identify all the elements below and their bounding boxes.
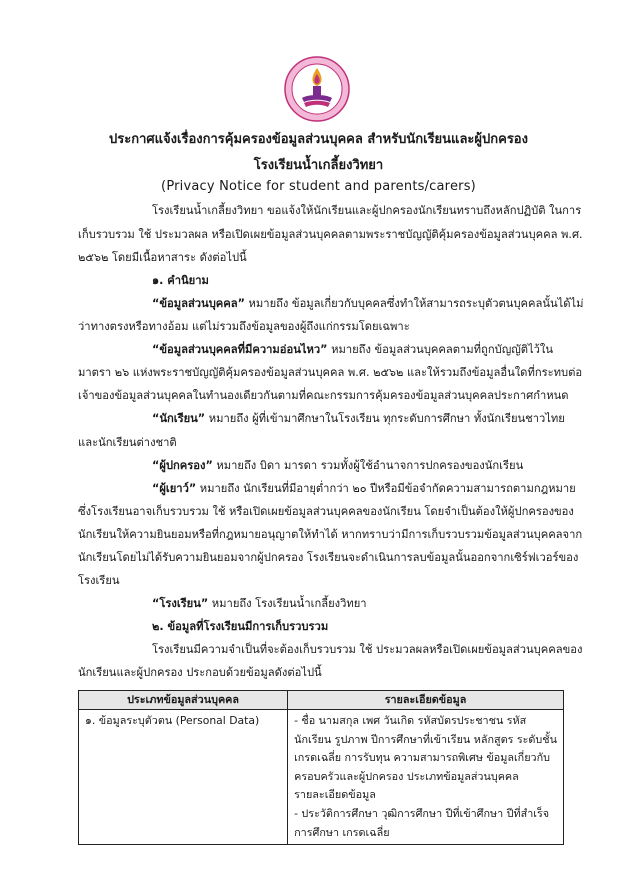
definition-personal-data bbox=[152, 297, 584, 311]
definition-text: ว่าทางตรงหรือทางอ้อม แต่ไม่รวมถึงข้อมูลของผู้ถึงแก่กรรมโดยเฉพาะ bbox=[78, 320, 410, 333]
column-header-details: รายละเอียดข้อมูล bbox=[288, 691, 564, 710]
definition-text: หมายถึง บิดา มารดา รวมทั้งผู้ใช้อำนาจการปกครองของนักเรียน bbox=[212, 459, 524, 472]
table-header-row bbox=[79, 691, 564, 710]
definition-student bbox=[152, 412, 565, 426]
detail-line: นักเรียน รูปภาพ ปีการศึกษาที่เข้าเรียน หลักสูตร ระดับชั้น bbox=[294, 732, 557, 746]
school-name-title: โรงเรียนน้ำเกลี้ยงวิทยา bbox=[253, 158, 384, 173]
definition-parent bbox=[152, 459, 523, 473]
definition-school bbox=[152, 597, 367, 611]
section2-text: โรงเรียนมีความจำเป็นที่จะต้องเก็บรวบรวม ใช้ ประมวลผลหรือเปิดเผยข้อมูลส่วนบุคคลของ bbox=[152, 643, 583, 656]
intro-line: โรงเรียนน้ำเกลี้ยงวิทยา ขอแจ้งให้นักเรียนและผู้ปกครองนักเรียนทราบถึงหลักปฏิบัติ ในการ bbox=[152, 204, 582, 217]
definition-text: นักเรียนโดยไม่ได้รับความยินยอมจากผู้ปกครอง โรงเรียนจะดำเนินการลบข้อมูลนั้นออกจากเซิร์ฟเวอร์ของ bbox=[78, 551, 579, 564]
personal-data-table bbox=[78, 690, 564, 845]
definition-text: และนักเรียนต่างชาติ bbox=[78, 436, 177, 449]
notice-title: ประกาศแจ้งเรื่องการคุ้มครองข้อมูลส่วนบุคคล สำหรับนักเรียนและผู้ปกครอง bbox=[109, 132, 528, 147]
section2-text: นักเรียนและผู้ปกครอง ประกอบด้วยข้อมูลดังต่อไปนี้ bbox=[78, 666, 322, 679]
data-type-cell: ๑. ข้อมูลระบุตัวตน (Personal Data) bbox=[79, 710, 288, 845]
intro-line: ๒๕๖๒ โดยมีเนื้อหาสาระ ดังต่อไปนี้ bbox=[78, 251, 247, 264]
definition-term: “นักเรียน” bbox=[152, 412, 206, 425]
definition-text: หมายถึง ผู้ที่เข้ามาศึกษาในโรงเรียน ทุกระดับการศึกษา ทั้งนักเรียนชาวไทย bbox=[205, 412, 565, 425]
definition-term: “ข้อมูลส่วนบุคคลที่มีความอ่อนไหว” bbox=[152, 343, 328, 356]
definition-text: หมายถึง โรงเรียนน้ำเกลี้ยงวิทยา bbox=[208, 597, 367, 610]
definition-text: เจ้าของข้อมูลส่วนบุคคลในทำนองเดียวกันตามที่คณะกรรมการคุ้มครองข้อมูลส่วนบุคคลประกาศกำหนด bbox=[78, 389, 569, 402]
definition-text: โรงเรียน bbox=[78, 574, 120, 587]
definition-term: “โรงเรียน” bbox=[152, 597, 209, 610]
detail-line: เกรดเฉลี่ย การรับทุน ความสามารถพิเศษ ข้อมูลเกี่ยวกับ bbox=[294, 751, 550, 765]
definition-text: หมายถึง ข้อมูลส่วนบุคคลตามที่ถูกบัญญัติไว้ใน bbox=[327, 343, 554, 356]
definition-text: หมายถึง นักเรียนที่มีอายุต่ำกว่า ๒๐ ปีหรือมีข้อจำกัดความสามารถตามกฎหมาย bbox=[196, 482, 576, 495]
definition-text: ซึ่งโรงเรียนอาจเก็บรวบรวม ใช้ หรือเปิดเผยข้อมูลส่วนบุคคลของนักเรียน โดยจำเป็นต้องให้ผู้ปกครองของ bbox=[78, 505, 574, 518]
definition-text: นักเรียนให้ความยินยอมหรือที่กฎหมายอนุญาตให้ทำได้ หากทราบว่ามีการเก็บรวบรวมข้อมูลส่วนบุคคลจาก bbox=[78, 528, 583, 541]
section2-heading: ๒. ข้อมูลที่โรงเรียนมีการเก็บรวบรวม bbox=[152, 620, 329, 633]
definition-text: มาตรา ๒๖ แห่งพระราชบัญญัติคุ้มครองข้อมูลส่วนบุคคล พ.ศ. ๒๕๖๒ และให้รวมถึงข้อมูลอื่นใดที่กระทบต่อ bbox=[78, 366, 583, 379]
detail-line: การศึกษา เกรดเฉลี่ย bbox=[294, 825, 390, 839]
data-details-cell bbox=[288, 710, 564, 845]
column-header-type: ประเภทข้อมูลส่วนบุคคล bbox=[79, 691, 288, 710]
detail-line: - ชื่อ นามสกุล เพศ วันเกิด รหัสบัตรประชาชน รหัส bbox=[294, 714, 527, 727]
detail-line: ครอบครัวและผู้ปกครอง ประเภทข้อมูลส่วนบุคคล bbox=[294, 769, 519, 783]
definition-sensitive-data bbox=[152, 343, 553, 357]
section1-heading: ๑. คำนิยาม bbox=[152, 274, 209, 287]
definition-text: หมายถึง ข้อมูลเกี่ยวกับบุคคลซึ่งทำให้สามารถระบุตัวตนบุคคลนั้นได้ไม่ bbox=[245, 297, 584, 310]
school-logo bbox=[284, 56, 350, 122]
definition-term: “ผู้ปกครอง” bbox=[152, 459, 213, 472]
detail-line: - ประวัติการศึกษา วุฒิการศึกษา ปีที่เข้าศึกษา ปีที่สำเร็จ bbox=[294, 806, 550, 820]
detail-line: รายละเอียดข้อมูล bbox=[294, 788, 376, 802]
definition-term: “ข้อมูลส่วนบุคคล” bbox=[152, 297, 245, 310]
english-title: (Privacy Notice for student and parents/carers) bbox=[161, 179, 476, 194]
intro-line: เก็บรวบรวม ใช้ ประมวลผล หรือเปิดเผยข้อมูลส่วนบุคคลตามพระราชบัญญัติคุ้มครองข้อมูลส่วนบุคคล พ.ศ. bbox=[78, 228, 583, 241]
definition-minor bbox=[152, 482, 576, 496]
table-row bbox=[79, 710, 564, 845]
definition-term: “ผู้เยาว์” bbox=[152, 482, 197, 495]
